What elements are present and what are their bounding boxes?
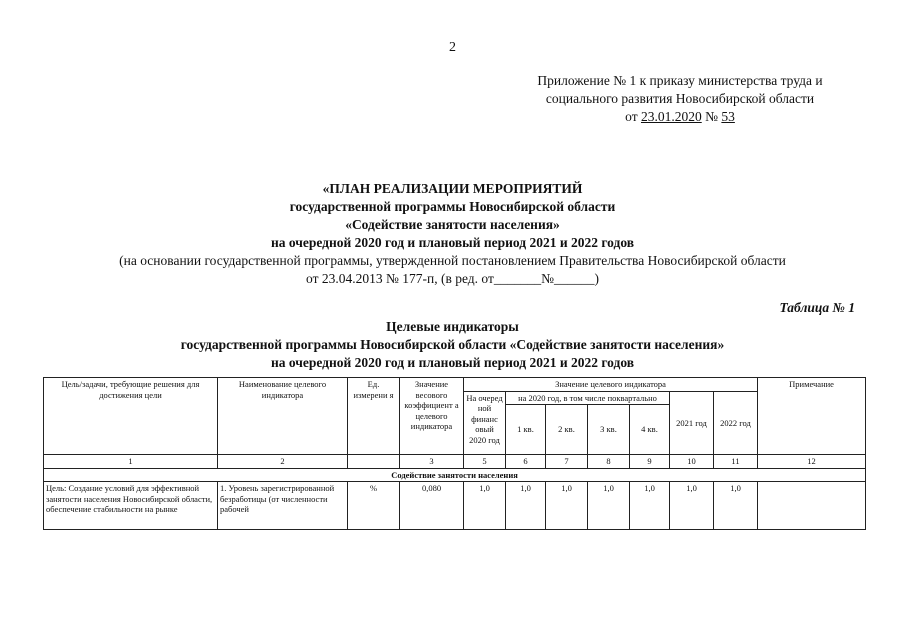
header-next-year: На очеред ной финанс овый 2020 год xyxy=(464,391,506,455)
cell-note xyxy=(758,482,866,530)
appendix-line-2: социального развития Новосибирской области xyxy=(545,91,815,106)
cell-indicator: 1. Уровень зарегистрированной безработицы (от численности рабочей xyxy=(218,482,348,530)
header-q4: 4 кв. xyxy=(630,405,670,455)
header-2020-quarterly: на 2020 год, в том числе поквартально xyxy=(506,391,670,405)
appendix-from: от xyxy=(625,109,638,124)
section-row xyxy=(44,468,866,482)
header-q2: 2 кв. xyxy=(546,405,588,455)
subheading-line-3: на очередной 2020 год и плановый период 2021 и 2022 годов xyxy=(270,355,635,370)
cell-goal: Цель: Создание условий для эффективной занятости населения Новосибирской области, обеспечение стабильности на рынке xyxy=(44,482,218,530)
cell-weight: 0,080 xyxy=(400,482,464,530)
col-number: 2 xyxy=(218,455,348,469)
col-number: 8 xyxy=(588,455,630,469)
appendix-block xyxy=(500,72,860,126)
col-number: 5 xyxy=(464,455,506,469)
appendix-number: 53 xyxy=(721,109,735,124)
page-number: 2 xyxy=(449,40,456,55)
header-value-group: Значение целевого индикатора xyxy=(464,378,758,392)
col-number: 12 xyxy=(758,455,866,469)
header-weight: Значение весового коэффициент а целевого индикатора xyxy=(400,378,464,455)
header-2022: 2022 год xyxy=(714,391,758,455)
header-unit: Ед. измерени я xyxy=(348,378,400,455)
appendix-order-line xyxy=(500,108,860,126)
col-number: 3 xyxy=(400,455,464,469)
document-heading xyxy=(0,180,905,288)
appendix-line-1: Приложение № 1 к приказу министерства труда и xyxy=(537,73,823,88)
cell-q2: 1,0 xyxy=(546,482,588,530)
heading-line-5: (на основании государственной программы, утвержденной постановлением Правительства Новосибирской области xyxy=(119,253,786,268)
cell-unit: % xyxy=(348,482,400,530)
subheading-line-2: государственной программы Новосибирской области «Содействие занятости населения» xyxy=(180,337,725,352)
col-number: 7 xyxy=(546,455,588,469)
heading-line-2: государственной программы Новосибирской области xyxy=(289,199,616,214)
header-q3: 3 кв. xyxy=(588,405,630,455)
header-2021: 2021 год xyxy=(670,391,714,455)
cell-q3: 1,0 xyxy=(588,482,630,530)
col-number: 1 xyxy=(44,455,218,469)
header-indicator: Наименование целевого индикатора xyxy=(218,378,348,455)
heading-line-3: «Содействие занятости населения» xyxy=(345,217,560,232)
heading-line-4: на очередной 2020 год и плановый период 2021 и 2022 годов xyxy=(270,235,635,250)
column-numbers-row xyxy=(44,455,866,469)
cell-2022: 1,0 xyxy=(714,482,758,530)
appendix-date: 23.01.2020 xyxy=(640,109,702,124)
subheading-line-1: Целевые индикаторы xyxy=(386,319,519,334)
header-row-1 xyxy=(44,378,866,392)
heading-line-1: «ПЛАН РЕАЛИЗАЦИИ МЕРОПРИЯТИЙ xyxy=(322,181,583,196)
heading-line-6: от 23.04.2013 № 177-п, (в ред. от_______№______) xyxy=(306,271,599,286)
section-title: Содействие занятости населения xyxy=(44,468,866,482)
table-label: Таблица № 1 xyxy=(779,300,855,315)
header-q1: 1 кв. xyxy=(506,405,546,455)
cell-q4: 1,0 xyxy=(630,482,670,530)
col-number: 6 xyxy=(506,455,546,469)
header-note: Примечание xyxy=(758,378,866,455)
table-subheading xyxy=(0,318,905,372)
col-number: 11 xyxy=(714,455,758,469)
header-goal: Цель/задачи, требующие решения для достижения цели xyxy=(44,378,218,455)
indicators-table xyxy=(43,377,866,530)
cell-q1: 1,0 xyxy=(506,482,546,530)
col-number xyxy=(348,455,400,469)
cell-2021: 1,0 xyxy=(670,482,714,530)
page-bottom-margin xyxy=(0,565,905,640)
table-row xyxy=(44,482,866,530)
appendix-num-sign: № xyxy=(705,109,718,124)
col-number: 9 xyxy=(630,455,670,469)
col-number: 10 xyxy=(670,455,714,469)
cell-next-year: 1,0 xyxy=(464,482,506,530)
